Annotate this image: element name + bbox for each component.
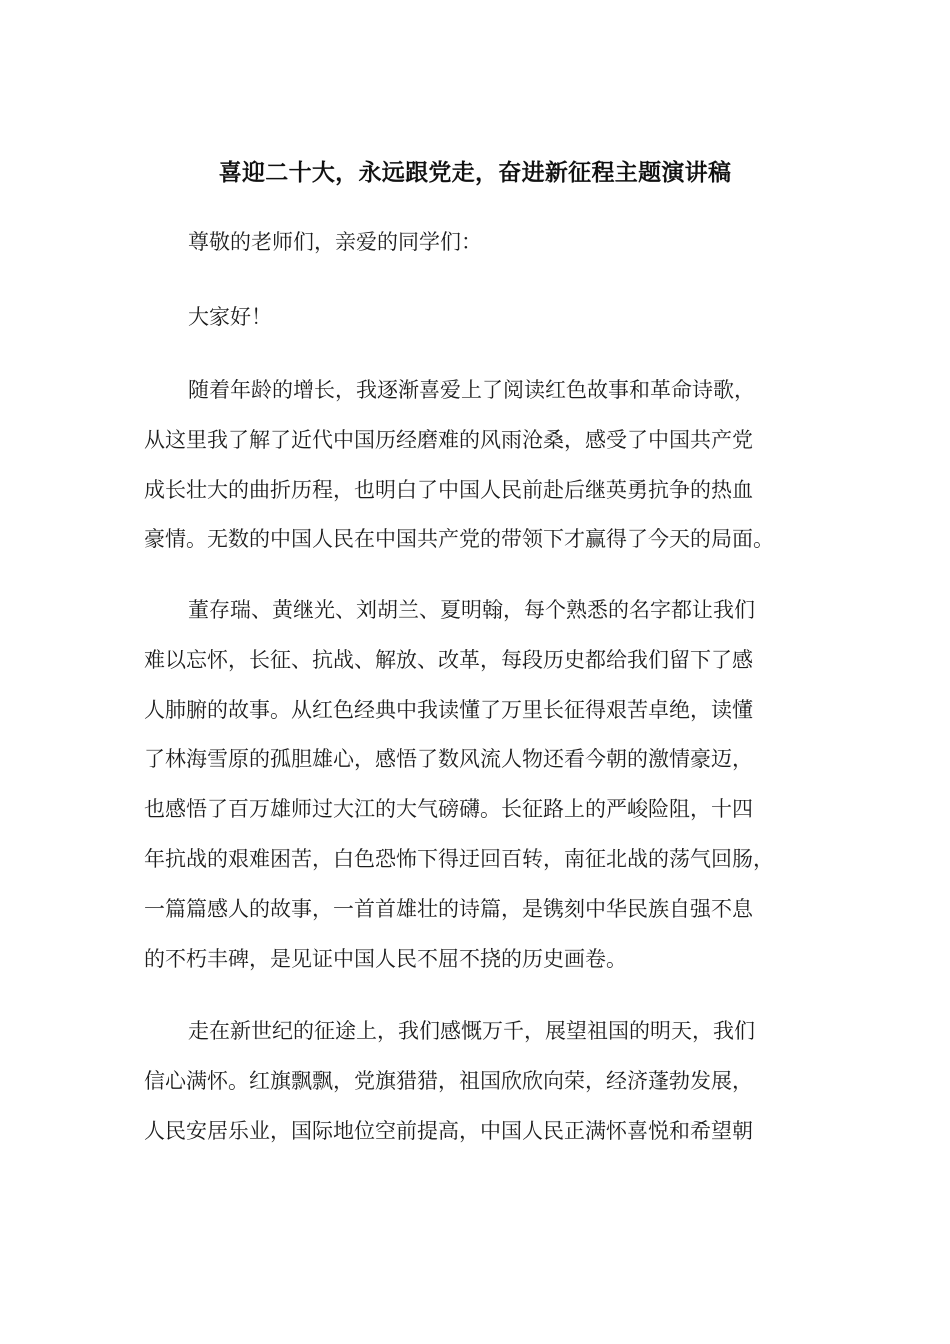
- paragraph-line: 人肺腑的故事。从红色经典中我读懂了万里长征得艰苦卓绝，读懂: [144, 697, 753, 722]
- paragraph-line: 走在新世纪的征途上，我们感慨万千，展望祖国的明天，我们: [188, 1019, 755, 1043]
- body-paragraph-1: [144, 366, 808, 565]
- paragraph-line: 也感悟了百万雄师过大江的大气磅礴。长征路上的严峻险阻，十四: [144, 797, 753, 822]
- document-title: 喜迎二十大，永远跟党走，奋进新征程主题演讲稿: [218, 160, 732, 186]
- paragraph-line: 从这里我了解了近代中国历经磨难的风雨沧桑，感受了中国共产党: [144, 427, 753, 452]
- paragraph-line: 信心满怀。红旗飘飘，党旗猎猎，祖国欣欣向荣，经济蓬勃发展，: [144, 1068, 753, 1093]
- paragraph-line: 董存瑞、黄继光、刘胡兰、夏明翰，每个熟悉的名字都让我们: [188, 598, 755, 622]
- body-paragraph-3: [144, 1007, 808, 1156]
- paragraph-line: 成长壮大的曲折历程，也明白了中国人民前赴后继英勇抗争的热血: [144, 477, 753, 502]
- paragraph-line: 难以忘怀，长征、抗战、解放、改革，每段历史都给我们留下了感: [144, 647, 753, 672]
- paragraph-line: 的不朽丰碑，是见证中国人民不屈不挠的历史画卷。: [144, 946, 627, 971]
- paragraph-line: 随着年龄的增长，我逐渐喜爱上了阅读红色故事和革命诗歌，: [188, 378, 755, 402]
- salutation-paragraph: 尊敬的老师们，亲爱的同学们：: [188, 230, 482, 254]
- paragraph-line: 人民安居乐业，国际地位空前提高，中国人民正满怀喜悦和希望朝: [144, 1118, 753, 1143]
- paragraph-line: 了林海雪原的孤胆雄心，感悟了数风流人物还看今朝的激情豪迈，: [144, 747, 753, 772]
- paragraph-line: 豪情。无数的中国人民在中国共产党的带领下才赢得了今天的局面。: [144, 527, 774, 552]
- paragraph-line: 一篇篇感人的故事，一首首雄壮的诗篇，是镌刻中华民族自强不息: [144, 896, 753, 921]
- body-paragraph-2: [144, 586, 808, 984]
- paragraph-line: 年抗战的艰难困苦，白色恐怖下得迂回百转，南征北战的荡气回肠，: [144, 846, 774, 871]
- greeting-paragraph: 大家好！: [188, 305, 272, 329]
